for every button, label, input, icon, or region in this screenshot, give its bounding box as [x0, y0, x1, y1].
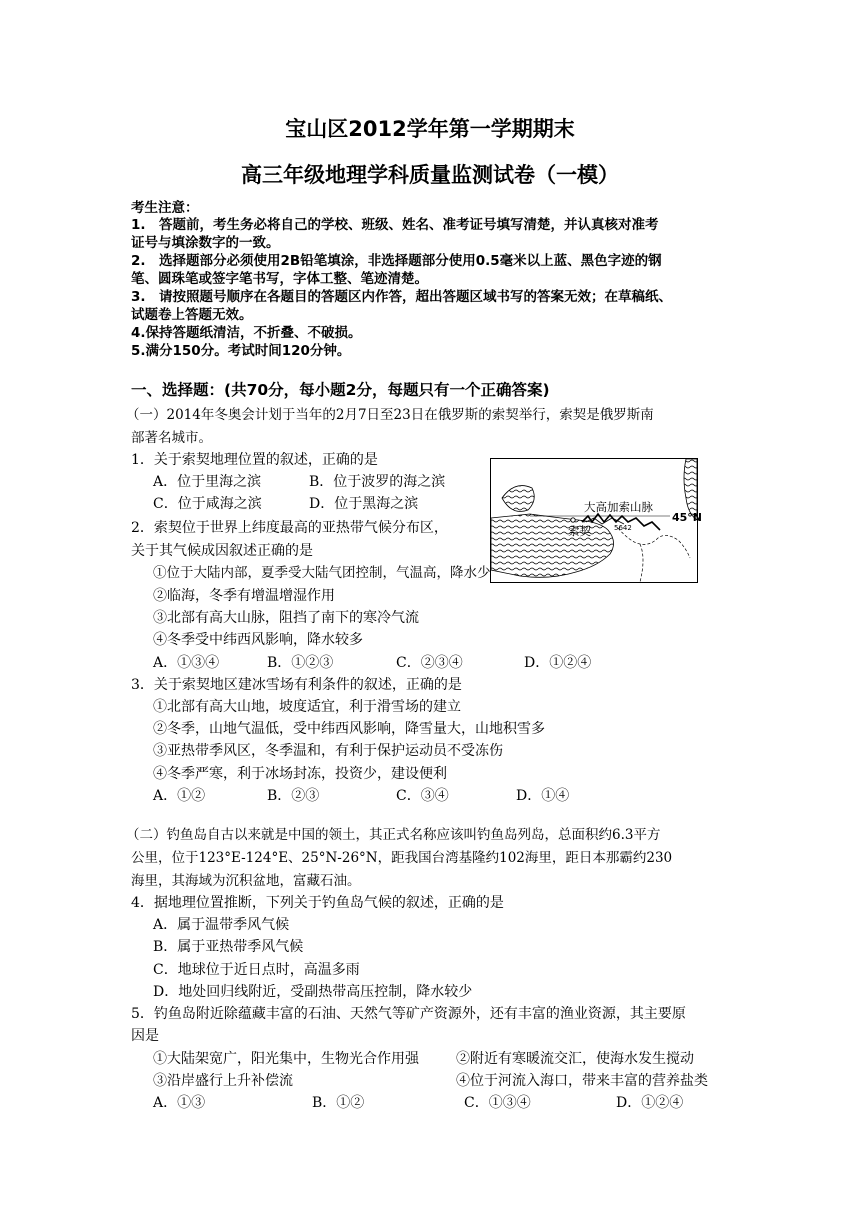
q4-option-a: A．属于温带季风气候 [153, 917, 290, 933]
notice-line: 3. 请按照题号顺序在各题目的答题区内作答，超出答题区域书写的答案无效；在草稿纸、 [131, 289, 673, 305]
q1-option-b: B．位于波罗的海之滨 [309, 474, 446, 490]
notice-line: 1. 答题前，考生务必将自己的学校、班级、姓名、准考证号填写清楚，并认真核对准考 [131, 217, 659, 233]
sochi-map-figure [490, 458, 698, 583]
q1-option-d: D．位于黑海之滨 [309, 496, 419, 512]
q3-stem: 3．关于索契地区建冰雪场有利条件的叙述，正确的是 [131, 677, 462, 693]
q3-statement-4: ④冬季严寒，利于冰场封冻，投资少，建设便利 [153, 766, 447, 782]
q5-option-b: B．①② [312, 1095, 365, 1111]
q3-statement-2: ②冬季，山地气温低，受中纬西风影响，降雪量大，山地积雪多 [153, 721, 545, 737]
q2-option-a: A．①③④ [153, 655, 220, 671]
q2-stem: 关于其气候成因叙述正确的是 [131, 543, 313, 559]
q5-statement-1: ①大陆架宽广，阳光集中，生物光合作用强 [153, 1051, 419, 1067]
group2-intro: （二）钓鱼岛自古以来就是中国的领土，其正式名称应该叫钓鱼岛列岛，总面积约6.3平方 [126, 827, 661, 843]
notice-line: 4.保持答题纸清洁，不折叠、不破损。 [131, 325, 362, 341]
latitude-label: 45°N [672, 511, 703, 524]
q2-statement-2: ②临海，冬季有增温增湿作用 [153, 588, 335, 604]
q1-option-c: C．位于咸海之滨 [153, 496, 262, 512]
notice-line: 证号与填涂数字的一致。 [131, 235, 280, 251]
q3-option-c: C．③④ [396, 788, 449, 804]
elevation-label: 5642 [614, 524, 632, 532]
q5-statement-2: ②附近有寒暖流交汇，使海水发生搅动 [456, 1051, 694, 1067]
q4-option-d: D．地处回归线附近，受副热带高压控制，降水较少 [153, 984, 473, 1000]
q3-option-b: B．②③ [267, 788, 320, 804]
q4-option-c: C．地球位于近日点时，高温多雨 [153, 962, 360, 978]
q2-statement-4: ④冬季受中纬西风影响，降水较多 [153, 632, 363, 648]
q5-stem: 因是 [131, 1028, 159, 1044]
city-label: 索契 [568, 524, 591, 538]
q4-option-b: B．属于亚热带季风气候 [153, 939, 304, 955]
q2-stem: 2．索契位于世界上纬度最高的亚热带气候分布区， [131, 520, 448, 536]
notice-line: 笔、圆珠笔或签字笔书写，字体工整、笔迹清楚。 [131, 271, 428, 287]
group1-intro: （一）2014年冬奥会计划于当年的2月7日至23日在俄罗斯的索契举行，索契是俄罗斯南 [126, 407, 654, 423]
q1-stem: 1．关于索契地理位置的叙述，正确的是 [131, 452, 378, 468]
group2-intro: 公里，位于123°E-124°E、25°N-26°N，距我国台湾基隆约102海里，距日本那霸约230 [131, 850, 673, 866]
notice-line: 5.满分150分。考试时间120分钟。 [131, 343, 351, 359]
q4-stem: 4．据地理位置推断，下列关于钓鱼岛气候的叙述，正确的是 [131, 895, 504, 911]
mountain-label: 大高加索山脉 [584, 500, 653, 514]
q5-statement-3: ③沿岸盛行上升补偿流 [153, 1073, 293, 1089]
exam-title-line2: 高三年级地理学科质量监测试卷（一模） [241, 163, 619, 187]
q2-option-c: C．②③④ [396, 655, 463, 671]
group2-intro: 海里，其海域为沉积盆地，富藏石油。 [131, 873, 361, 889]
q2-option-d: D．①②④ [524, 655, 592, 671]
notice-heading: 考生注意： [131, 200, 199, 216]
q5-option-a: A．①③ [153, 1095, 206, 1111]
section1-heading: 一、选择题：(共70分，每小题2分，每题只有一个正确答案) [131, 381, 550, 399]
q2-statement-1: ①位于大陆内部，夏季受大陆气团控制，气温高，降水少 [153, 565, 491, 581]
q3-statement-3: ③亚热带季风区，冬季温和，有利于保护运动员不受冻伤 [153, 743, 503, 759]
q3-statement-1: ①北部有高大山地，坡度适宜，利于滑雪场的建立 [153, 699, 461, 715]
q1-option-a: A．位于里海之滨 [153, 474, 262, 490]
q2-option-b: B．①②③ [267, 655, 334, 671]
exam-title-line1: 宝山区2012学年第一学期期末 [285, 117, 575, 141]
q5-option-c: C．①③④ [464, 1095, 531, 1111]
q3-option-a: A．①② [153, 788, 206, 804]
notice-line: 2. 选择题部分必须使用2B铅笔填涂，非选择题部分使用0.5毫米以上蓝、黑色字迹的钢 [131, 253, 662, 269]
group1-intro: 部著名城市。 [131, 430, 212, 446]
notice-line: 试题卷上答题无效。 [131, 307, 253, 323]
sochi-dot [571, 518, 575, 522]
q3-option-d: D．①④ [516, 788, 570, 804]
q2-statement-3: ③北部有高大山脉，阻挡了南下的寒冷气流 [153, 610, 419, 626]
q5-statement-4: ④位于河流入海口，带来丰富的营养盐类 [456, 1073, 708, 1089]
q5-option-d: D．①②④ [616, 1095, 684, 1111]
q5-stem: 5．钓鱼岛附近除蕴藏丰富的石油、天然气等矿产资源外，还有丰富的渔业资源，其主要原 [131, 1006, 686, 1022]
